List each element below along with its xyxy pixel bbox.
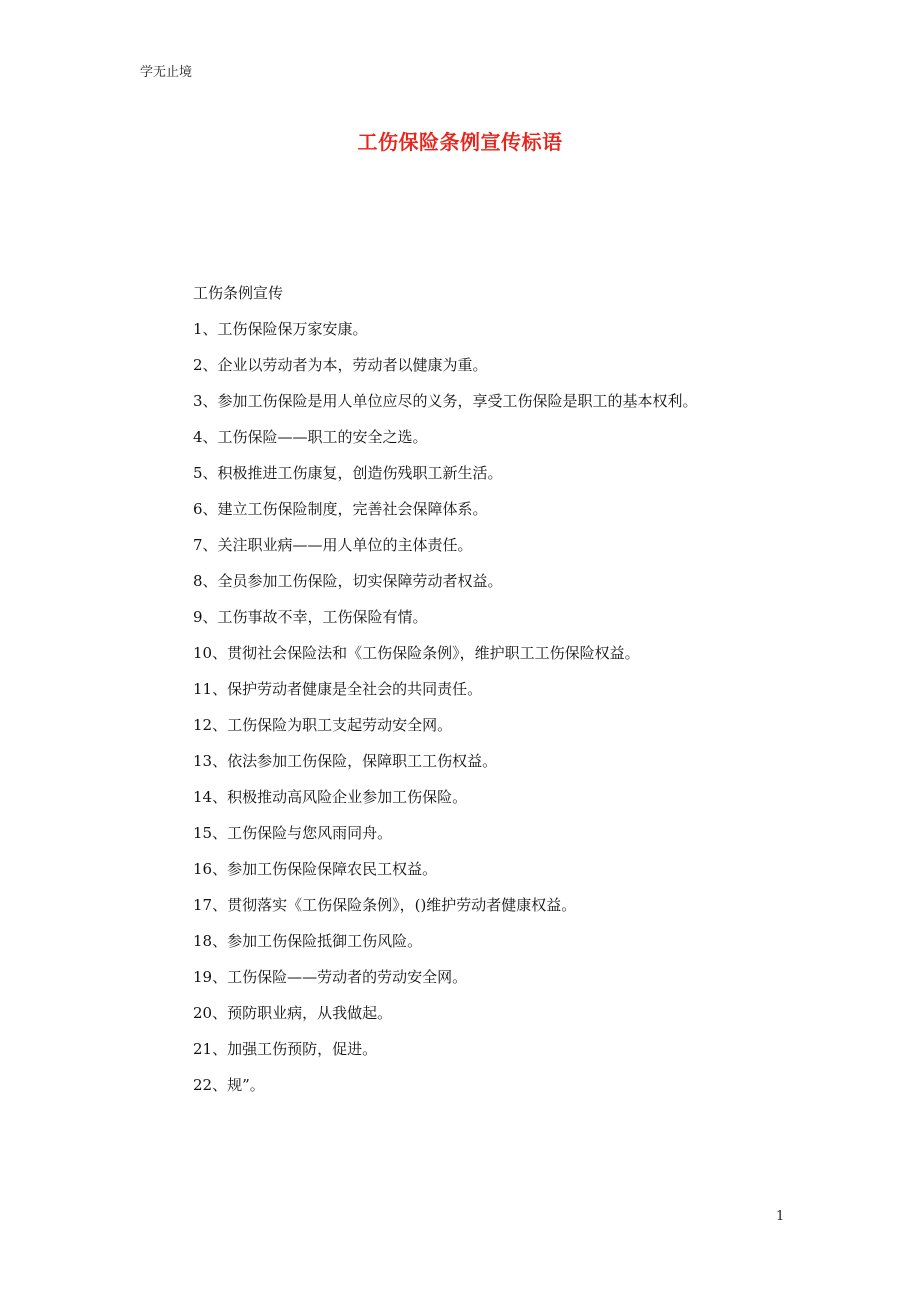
- page-number: 1: [776, 1209, 785, 1224]
- list-item: 15、工伤保险与您风雨同舟。: [193, 824, 393, 842]
- list-item: 17、贯彻落实《工伤保险条例》，()维护劳动者健康权益。: [193, 896, 577, 914]
- list-item: 16、参加工伤保险保障农民工权益。: [193, 860, 438, 878]
- document-body: [140, 280, 780, 1108]
- list-item: 11、保护劳动者健康是全社会的共同责任。: [193, 680, 483, 698]
- list-item: 6、建立工伤保险制度，完善社会保障体系。: [193, 500, 488, 518]
- list-item: 12、工伤保险为职工支起劳动安全网。: [193, 716, 453, 734]
- list-item: 2、企业以劳动者为本，劳动者以健康为重。: [193, 356, 488, 374]
- list-item: 5、积极推进工伤康复，创造伤残职工新生活。: [193, 464, 503, 482]
- list-item: 13、依法参加工伤保险，保障职工工伤权益。: [193, 752, 498, 770]
- list-item: 9、工伤事故不幸，工伤保险有情。: [193, 608, 428, 626]
- list-item: 8、全员参加工伤保险，切实保障劳动者权益。: [193, 572, 503, 590]
- list-item: 3、参加工伤保险是用人单位应尽的义务，享受工伤保险是职工的基本权利。: [193, 392, 698, 410]
- list-item: 14、积极推动高风险企业参加工伤保险。: [193, 788, 468, 806]
- list-item: 22、规”。: [193, 1076, 265, 1094]
- list-item: 18、参加工伤保险抵御工伤风险。: [193, 932, 423, 950]
- list-item: 19、工伤保险——劳动者的劳动安全网。: [193, 968, 468, 986]
- list-item: 4、工伤保险——职工的安全之选。: [193, 428, 428, 446]
- section-heading: 工伤条例宣传: [193, 284, 284, 302]
- list-item: 7、关注职业病——用人单位的主体责任。: [193, 536, 473, 554]
- list-item: 10、贯彻社会保险法和《工伤保险条例》，维护职工工伤保险权益。: [193, 644, 640, 662]
- document-title: 工伤保险条例宣传标语: [357, 130, 563, 154]
- list-item: 20、预防职业病，从我做起。: [193, 1004, 393, 1022]
- header-text: 学无止境: [140, 65, 193, 80]
- list-item: 1、工伤保险保万家安康。: [193, 320, 368, 338]
- list-item: 21、加强工伤预防，促进。: [193, 1040, 378, 1058]
